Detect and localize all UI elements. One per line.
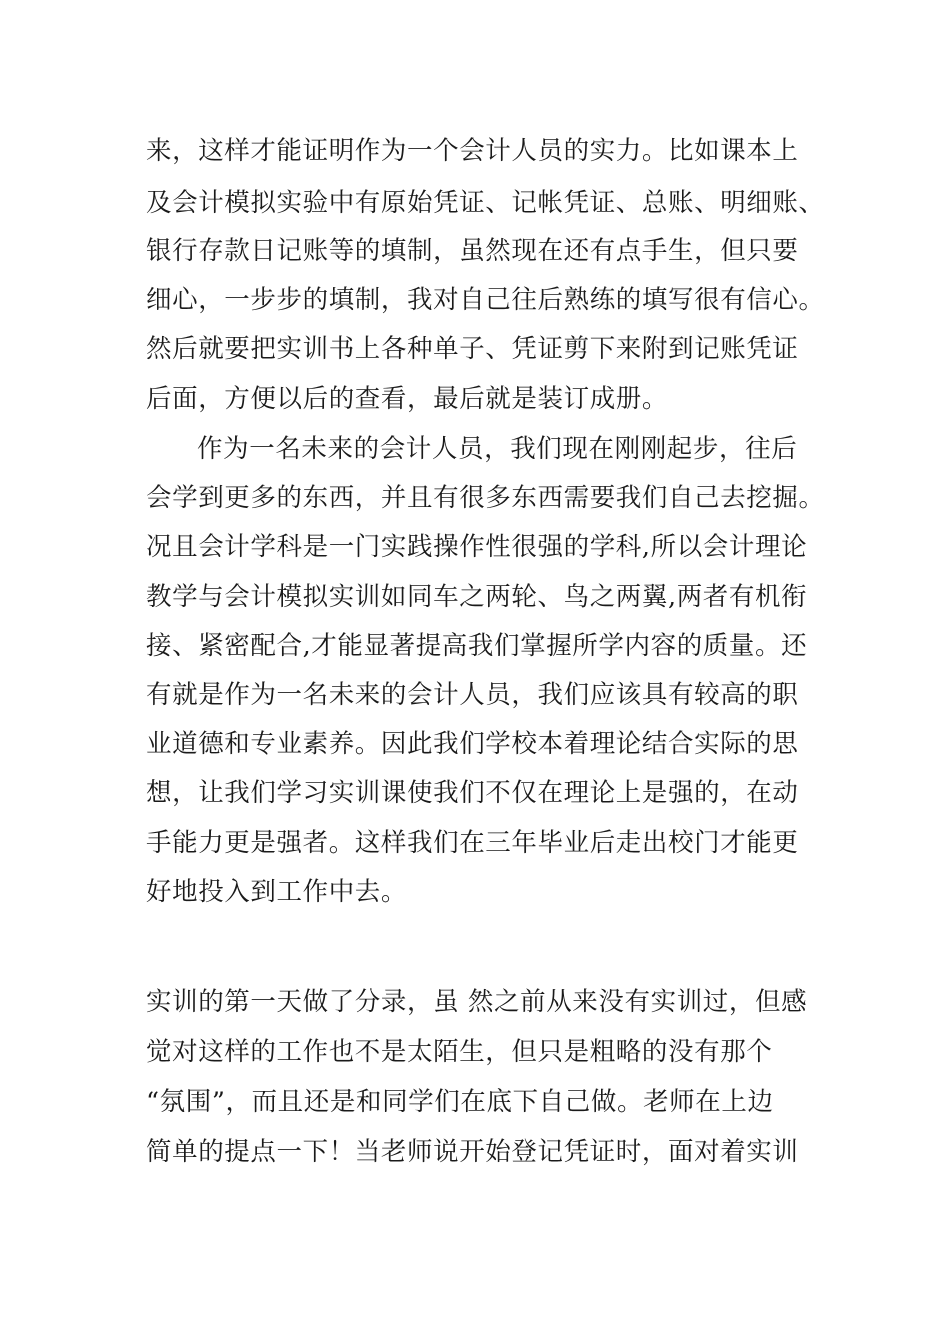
text-line: 及会计模拟实验中有原始凭证、记帐凭证、总账、明细账、 (146, 188, 825, 218)
text-line: 况且会计学科是一门实践操作性很强的学科,所以会计理论 (146, 532, 808, 562)
text-line: 细心，一步步的填制，我对自己往后熟练的填写很有信心。 (146, 285, 825, 315)
text-line: 手能力更是强者。这样我们在三年毕业后走出校门才能更 (146, 828, 799, 858)
text-line: 简单的提点一下！当老师说开始登记凭证时，面对着实训 (146, 1137, 799, 1167)
text-line: 接、紧密配合,才能显著提高我们掌握所学内容的质量。还 (146, 631, 808, 661)
text-line: 有就是作为一名未来的会计人员，我们应该具有较高的职 (146, 680, 799, 710)
text-line: 业道德和专业素养。因此我们学校本着理论结合实际的思 (146, 729, 799, 759)
text-line: 银行存款日记账等的填制，虽然现在还有点手生，但只要 (146, 236, 799, 266)
text-line: 作为一名未来的会计人员，我们现在刚刚起步，往后 (197, 434, 798, 464)
text-line: 会学到更多的东西，并且有很多东西需要我们自己去挖掘。 (146, 483, 825, 513)
text-line: 实训的第一天做了分录，虽 然之前从来没有实训过，但感 (146, 987, 808, 1017)
text-line: 觉对这样的工作也不是太陌生，但只是粗略的没有那个 (146, 1037, 773, 1067)
text-line: 然后就要把实训书上各种单子、凭证剪下来附到记账凭证 (146, 334, 799, 364)
text-line: 来，这样才能证明作为一个会计人员的实力。比如课本上 (146, 136, 799, 166)
text-line: “氛围”，而且还是和同学们在底下自己做。老师在上边 (146, 1087, 774, 1117)
text-line: 后面，方便以后的查看，最后就是装订成册。 (146, 384, 669, 414)
text-line: 教学与会计模拟实训如同车之两轮、鸟之两翼,两者有机衔 (146, 582, 808, 612)
text-line: 想，让我们学习实训课使我们不仅在理论上是强的，在动 (146, 778, 799, 808)
text-line: 好地投入到工作中去。 (146, 877, 408, 907)
